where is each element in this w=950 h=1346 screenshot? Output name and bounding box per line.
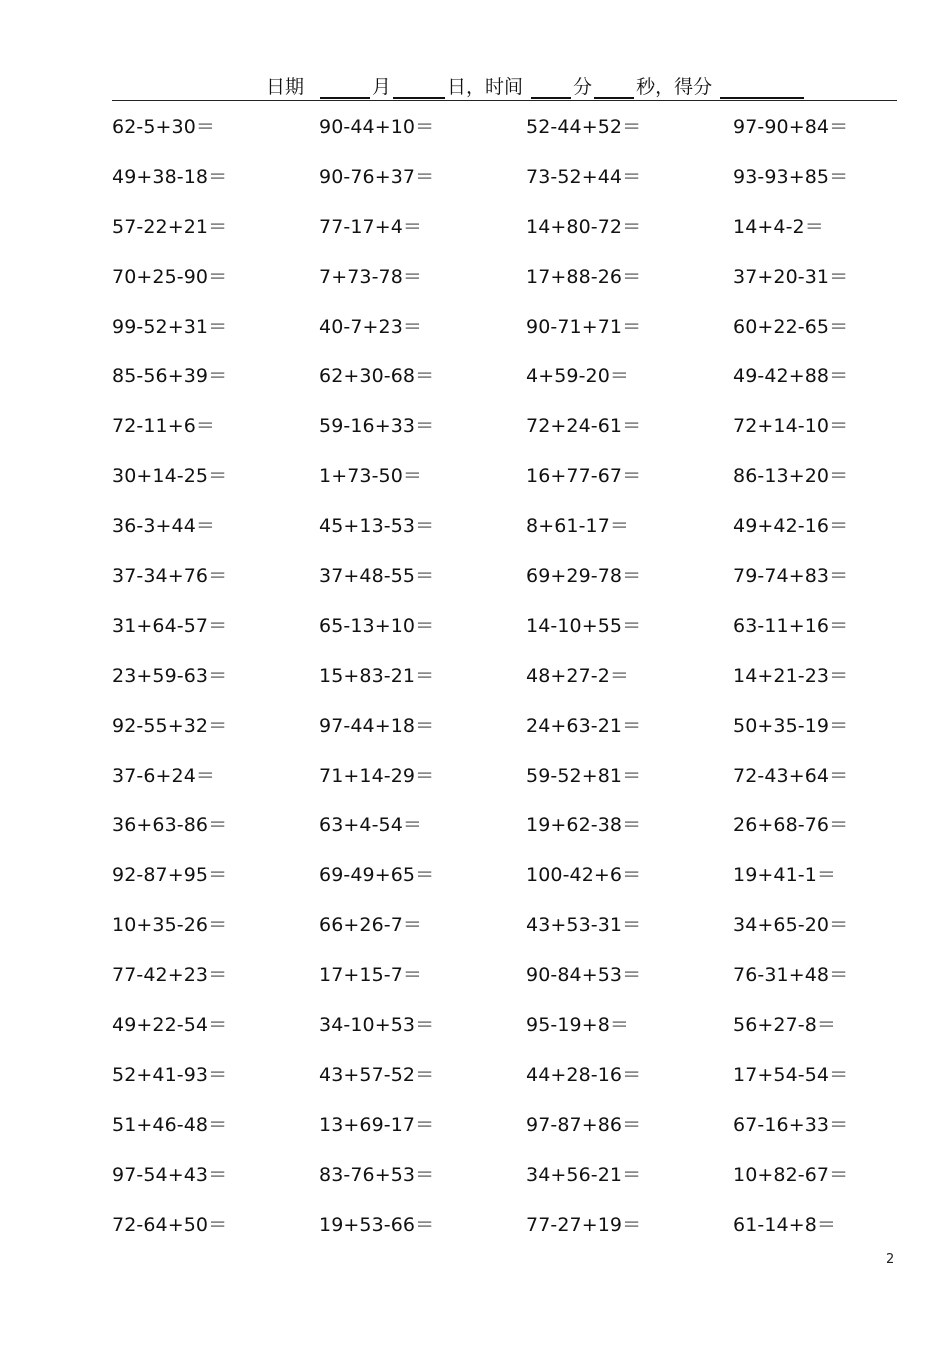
arithmetic-problem: 8+61-17＝ — [526, 515, 630, 538]
second-blank[interactable] — [594, 75, 634, 99]
day-blank[interactable] — [393, 75, 445, 99]
arithmetic-problem: 17+54-54＝ — [733, 1063, 849, 1086]
arithmetic-problem: 51+46-48＝ — [112, 1113, 228, 1136]
arithmetic-problem: 14+21-23＝ — [733, 664, 849, 687]
arithmetic-problem: 72-43+64＝ — [733, 764, 849, 787]
arithmetic-problem: 19+53-66＝ — [319, 1213, 435, 1236]
arithmetic-problem: 37+48-55＝ — [319, 565, 435, 588]
arithmetic-problem: 63-11+16＝ — [733, 614, 849, 637]
score-blank[interactable] — [720, 75, 804, 99]
arithmetic-problem: 90-84+53＝ — [526, 964, 642, 987]
arithmetic-problem: 73-52+44＝ — [526, 165, 642, 188]
month-blank[interactable] — [320, 75, 370, 99]
month-label: 月 — [372, 76, 392, 98]
arithmetic-problem: 36-3+44＝ — [112, 515, 216, 538]
arithmetic-problem: 83-76+53＝ — [319, 1163, 435, 1186]
arithmetic-problem: 49+42-16＝ — [733, 515, 849, 538]
arithmetic-problem: 90-44+10＝ — [319, 116, 435, 138]
arithmetic-problem: 24+63-21＝ — [526, 714, 642, 737]
arithmetic-problem: 37+20-31＝ — [733, 265, 849, 288]
arithmetic-problem: 72+14-10＝ — [733, 415, 849, 438]
date-label: 日期 — [266, 76, 305, 98]
page-number: 2 — [886, 1252, 895, 1267]
arithmetic-problem: 59-16+33＝ — [319, 415, 435, 438]
minute-label: 分 — [573, 76, 593, 98]
arithmetic-problem: 77-42+23＝ — [112, 964, 228, 987]
arithmetic-problem: 14-10+55＝ — [526, 614, 642, 637]
arithmetic-problem: 95-19+8＝ — [526, 1014, 630, 1037]
arithmetic-problem: 19+62-38＝ — [526, 814, 642, 837]
header-divider — [112, 100, 897, 101]
arithmetic-problem: 56+27-8＝ — [733, 1014, 837, 1037]
arithmetic-problem: 52+41-93＝ — [112, 1063, 228, 1086]
arithmetic-problem: 45+13-53＝ — [319, 515, 435, 538]
arithmetic-problem: 40-7+23＝ — [319, 315, 423, 338]
arithmetic-problem: 49+22-54＝ — [112, 1014, 228, 1037]
arithmetic-problem: 49-42+88＝ — [733, 365, 849, 388]
arithmetic-problem: 13+69-17＝ — [319, 1113, 435, 1136]
arithmetic-problem: 90-76+37＝ — [319, 165, 435, 188]
problem-grid — [112, 112, 872, 1259]
arithmetic-problem: 16+77-67＝ — [526, 465, 642, 488]
arithmetic-problem: 34-10+53＝ — [319, 1014, 435, 1037]
arithmetic-problem: 67-16+33＝ — [733, 1113, 849, 1136]
arithmetic-problem: 59-52+81＝ — [526, 764, 642, 787]
arithmetic-problem: 72-11+6＝ — [112, 415, 216, 438]
arithmetic-problem: 60+22-65＝ — [733, 315, 849, 338]
arithmetic-problem: 92-87+95＝ — [112, 864, 228, 887]
arithmetic-problem: 97-87+86＝ — [526, 1113, 642, 1136]
arithmetic-problem: 92-55+32＝ — [112, 714, 228, 737]
arithmetic-problem: 77-17+4＝ — [319, 215, 423, 238]
day-time-label: 日，时间 — [447, 76, 524, 98]
arithmetic-problem: 71+14-29＝ — [319, 764, 435, 787]
arithmetic-problem: 19+41-1＝ — [733, 864, 837, 887]
arithmetic-problem: 50+35-19＝ — [733, 714, 849, 737]
arithmetic-problem: 4+59-20＝ — [526, 365, 630, 388]
arithmetic-problem: 1+73-50＝ — [319, 465, 423, 488]
arithmetic-problem: 43+53-31＝ — [526, 914, 642, 937]
arithmetic-problem: 37-6+24＝ — [112, 764, 216, 787]
arithmetic-problem: 34+65-20＝ — [733, 914, 849, 937]
arithmetic-problem: 93-93+85＝ — [733, 165, 849, 188]
arithmetic-problem: 97-54+43＝ — [112, 1163, 228, 1186]
arithmetic-problem: 57-22+21＝ — [112, 215, 228, 238]
arithmetic-problem: 85-56+39＝ — [112, 365, 228, 388]
arithmetic-problem: 79-74+83＝ — [733, 565, 849, 588]
arithmetic-problem: 76-31+48＝ — [733, 964, 849, 987]
arithmetic-problem: 44+28-16＝ — [526, 1063, 642, 1086]
arithmetic-problem: 36+63-86＝ — [112, 814, 228, 837]
arithmetic-problem: 63+4-54＝ — [319, 814, 423, 837]
arithmetic-problem: 72-64+50＝ — [112, 1213, 228, 1236]
arithmetic-problem: 61-14+8＝ — [733, 1213, 837, 1236]
arithmetic-problem: 23+59-63＝ — [112, 664, 228, 687]
arithmetic-problem: 14+80-72＝ — [526, 215, 642, 238]
arithmetic-problem: 97-90+84＝ — [733, 116, 849, 138]
arithmetic-problem: 52-44+52＝ — [526, 116, 642, 138]
arithmetic-problem: 10+82-67＝ — [733, 1163, 849, 1186]
arithmetic-problem: 43+57-52＝ — [319, 1063, 435, 1086]
arithmetic-problem: 15+83-21＝ — [319, 664, 435, 687]
arithmetic-problem: 48+27-2＝ — [526, 664, 630, 687]
arithmetic-problem: 69+29-78＝ — [526, 565, 642, 588]
arithmetic-problem: 62+30-68＝ — [319, 365, 435, 388]
arithmetic-problem: 7+73-78＝ — [319, 265, 423, 288]
arithmetic-problem: 34+56-21＝ — [526, 1163, 642, 1186]
arithmetic-problem: 97-44+18＝ — [319, 714, 435, 737]
arithmetic-problem: 17+88-26＝ — [526, 265, 642, 288]
arithmetic-problem: 69-49+65＝ — [319, 864, 435, 887]
arithmetic-problem: 62-5+30＝ — [112, 116, 216, 138]
arithmetic-problem: 26+68-76＝ — [733, 814, 849, 837]
arithmetic-problem: 99-52+31＝ — [112, 315, 228, 338]
arithmetic-problem: 65-13+10＝ — [319, 614, 435, 637]
arithmetic-problem: 30+14-25＝ — [112, 465, 228, 488]
arithmetic-problem: 37-34+76＝ — [112, 565, 228, 588]
arithmetic-problem: 100-42+6＝ — [526, 864, 642, 887]
arithmetic-problem: 14+4-2＝ — [733, 215, 824, 238]
arithmetic-problem: 17+15-7＝ — [319, 964, 423, 987]
arithmetic-problem: 70+25-90＝ — [112, 265, 228, 288]
arithmetic-problem: 86-13+20＝ — [733, 465, 849, 488]
arithmetic-problem: 10+35-26＝ — [112, 914, 228, 937]
arithmetic-problem: 49+38-18＝ — [112, 165, 228, 188]
second-score-label: 秒，得分 — [636, 76, 713, 98]
arithmetic-problem: 90-71+71＝ — [526, 315, 642, 338]
arithmetic-problem: 66+26-7＝ — [319, 914, 423, 937]
worksheet-header — [266, 71, 806, 99]
arithmetic-problem: 72+24-61＝ — [526, 415, 642, 438]
arithmetic-problem: 31+64-57＝ — [112, 614, 228, 637]
arithmetic-problem: 77-27+19＝ — [526, 1213, 642, 1236]
minute-blank[interactable] — [531, 75, 571, 99]
